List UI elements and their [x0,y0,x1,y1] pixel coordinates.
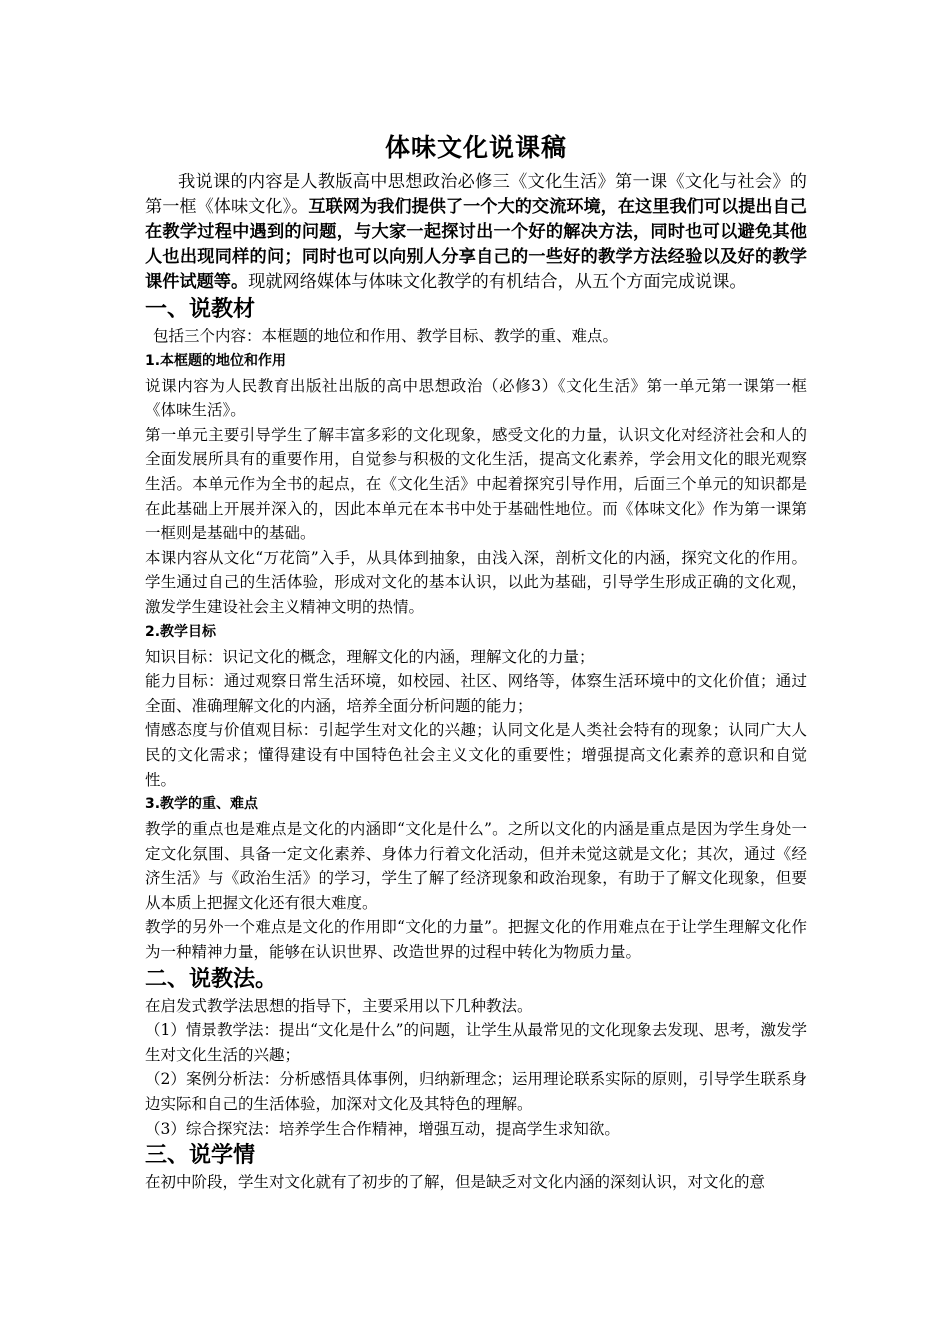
section-heading-textbook: 一、说教材 [145,296,256,322]
intro-text-bold: 互联网为我们提供了一个大的交流环境，在这里我们可以提出自己在教学过程中遇到的问题，与大家一起探讨出一个好的解决方法，同时也可以避免其他人也出现同样的问；同时也可以向别人分享自己的一些好的教学方法经验以及好的教学课件试题等。 [145,197,807,292]
subheading-key-points: 3.教学的重、难点 [145,796,259,813]
paragraph: 说课内容为人民教育出版社出版的高中思想政治（必修3）《文化生活》第一单元第一课第一框《体味生活》。 [145,376,807,420]
paragraph: 在启发式教学法思想的指导下，主要采用以下几种教法。 [145,996,533,1015]
intro-paragraph [145,170,807,295]
paragraph: （3）综合探究法：培养学生合作精神，增强互动，提高学生求知欲。 [145,1119,620,1138]
paragraph: 在初中阶段，学生对文化就有了初步的了解，但是缺乏对文化内涵的深刻认识，对文化的意 [145,1173,766,1192]
paragraph: （1）情景教学法：提出“文化是什么”的问题，让学生从最常见的文化现象去发现、思考，激发学生对文化生活的兴趣； [145,1021,807,1064]
paragraph: 教学的另外一个难点是文化的作用即“文化的力量”。把握文化的作用难点在于让学生理解文化作为一种精神力量，能够在认识世界、改造世界的过程中转化为物质力量。 [145,918,807,962]
paragraph: （2）案例分析法：分析感悟具体事例，归纳新理念；运用理论联系实际的原则，引导学生联系身边实际和自己的生活体验，加深对文化及其特色的理解。 [145,1070,807,1114]
paragraph: 第一单元主要引导学生了解丰富多彩的文化现象，感受文化的力量，认识文化对经济社会和人的全面发展所具有的重要作用，自觉参与积极的文化生活，提高文化素养，学会用文化的眼光观察生活。本单元作为全书的起点，在《文化生活》中起着探究引导作用，后面三个单元的知识都是在此基础上开展并深入的，因此本单元在本书中处于基础性地位。而《体味文化》作为第一课第一框则是基础中的基础。 [145,425,807,543]
subheading-position: 1.本框题的地位和作用 [145,352,287,369]
paragraph: 能力目标：通过观察日常生活环境，如校园、社区、网络等，体察生活环境中的文化价值；通过全面、准确理解文化的内涵，培养全面分析问题的能力； [145,672,807,715]
intro-text-3: 现就网络媒体与体味文化教学的有机结合，从五个方面完成说课。 [248,272,747,292]
paragraph: 知识目标：识记文化的概念，理解文化的内涵，理解文化的力量； [145,647,595,666]
intro-text-1: 我说课的内容是人教版高中思想政治必修三《文化生活》第一课《文化与社会》的第一框《体味文化》。 [145,172,807,217]
subheading-objectives: 2.教学目标 [145,623,217,640]
paragraph: 情感态度与价值观目标：引起学生对文化的兴趣；认同文化是人类社会特有的现象；认同广大人民的文化需求；懂得建设有中国特色社会主义文化的重要性；增强提高文化素养的意识和自觉性。 [145,721,807,789]
paragraph: 教学的重点也是难点是文化的内涵即“文化是什么”。之所以文化的内涵是重点是因为学生身处一定文化氛围、具备一定文化素养、身体力行着文化活动，但并未觉这就是文化；其次，通过《经济生活》与《政治生活》的学习，学生了解了经济现象和政治现象，有助于了解文化现象，但要从本质上把握文化还有很大难度。 [145,820,807,912]
section-heading-methods: 二、说教法。 [145,965,278,992]
document-title: 体味文化说课稿 [384,133,567,162]
paragraph: 本课内容从文化“万花筒”入手，从具体到抽象，由浅入深，剖析文化的内涵，探究文化的作用。学生通过自己的生活体验，形成对文化的基本认识，以此为基础，引导学生形成正确的文化观，激发学生建设社会主义精神文明的热情。 [145,548,807,616]
section-heading-students: 三、说学情 [145,1142,256,1169]
section-summary: 包括三个内容：本框题的地位和作用、教学目标、教学的重、难点。 [153,327,619,345]
